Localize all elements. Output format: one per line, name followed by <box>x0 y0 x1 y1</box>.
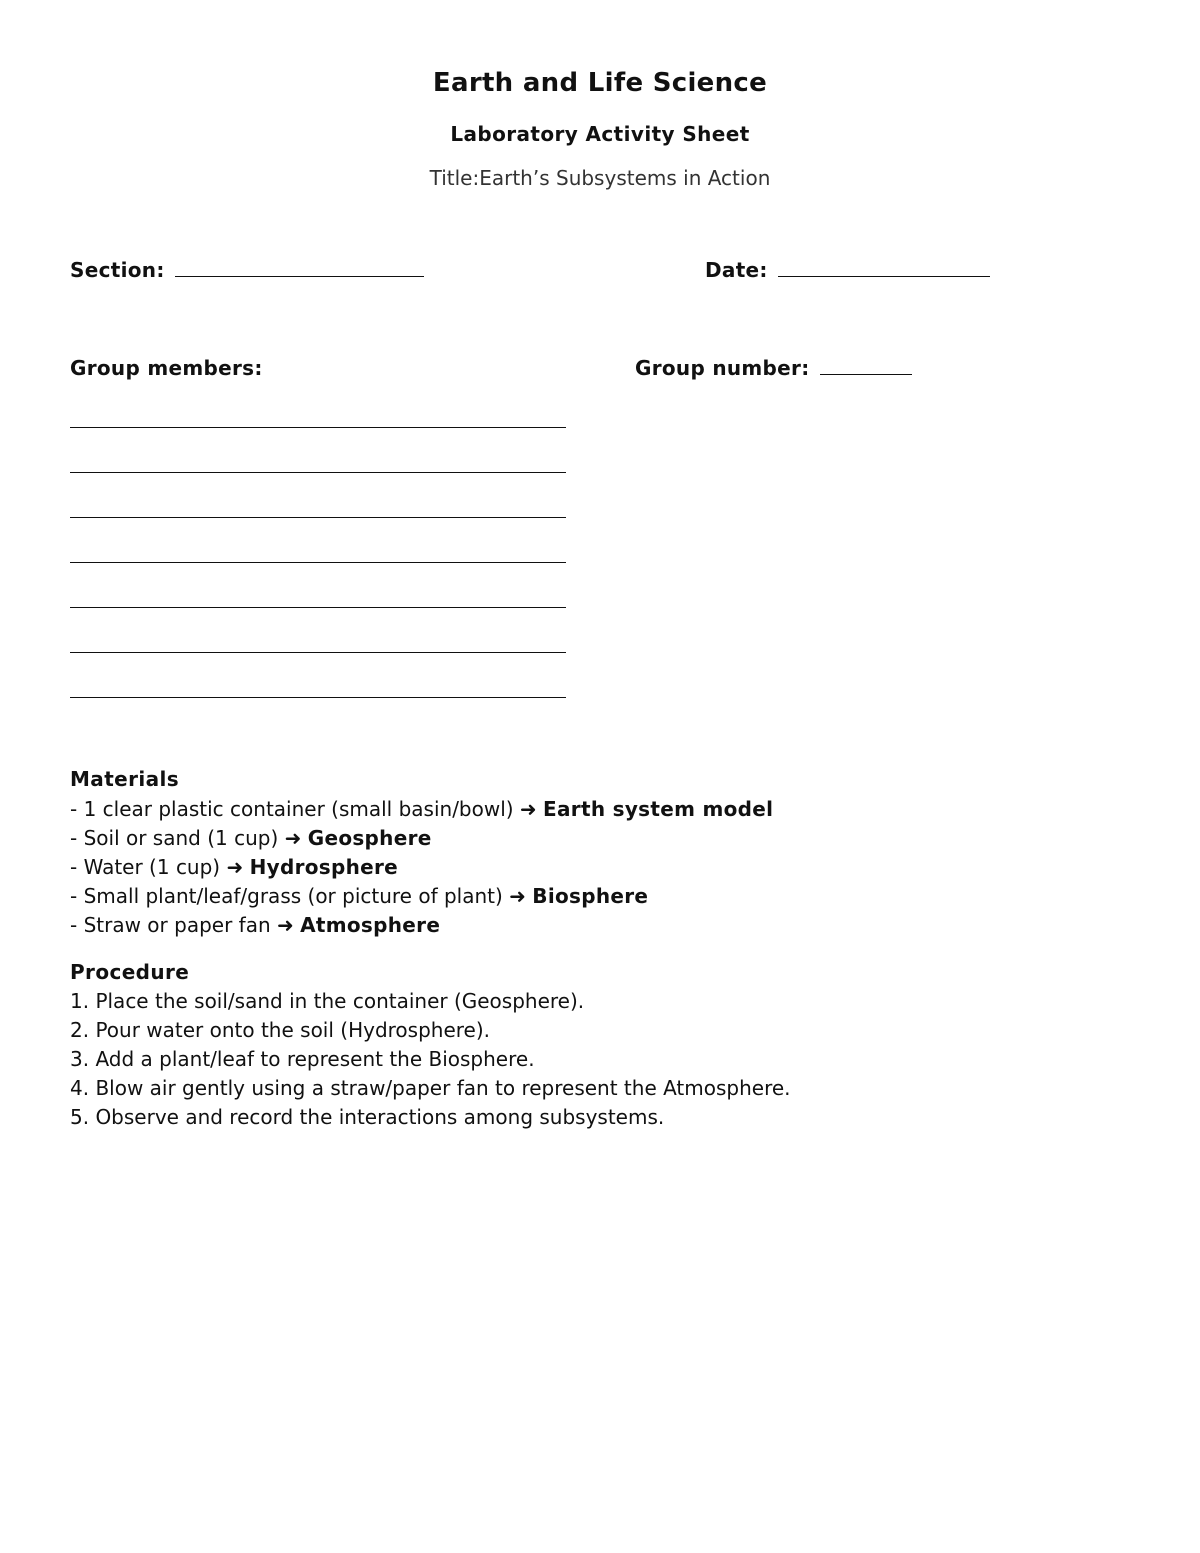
materials-item <box>70 853 773 882</box>
materials-item <box>70 882 773 911</box>
member-line[interactable] <box>70 562 566 563</box>
materials-item <box>70 795 773 824</box>
materials-item-text: - 1 clear plastic container (small basin/bowl) ➜ <box>70 797 544 821</box>
section-blank[interactable] <box>175 258 424 277</box>
procedure-step: 1. Place the soil/sand in the container (Geosphere). <box>70 989 585 1013</box>
procedure-step: 5. Observe and record the interactions among subsystems. <box>70 1105 665 1129</box>
sheet-subtitle: Laboratory Activity Sheet <box>450 122 750 146</box>
materials-item-text: - Soil or sand (1 cup) ➜ <box>70 826 308 850</box>
materials-item-subsystem: Hydrosphere <box>249 855 399 879</box>
date-label: Date: <box>705 258 768 282</box>
section-label: Section: <box>70 258 165 282</box>
page-title: Earth and Life Science <box>432 68 768 98</box>
group-number-field <box>635 356 912 380</box>
member-line[interactable] <box>70 472 566 473</box>
materials-item-subsystem: Atmosphere <box>300 913 441 937</box>
group-members-label: Group members: <box>70 356 263 380</box>
procedure-step: 4. Blow air gently using a straw/paper fan to represent the Atmosphere. <box>70 1076 791 1100</box>
materials-item-text: - Small plant/leaf/grass (or picture of plant) ➜ <box>70 884 533 908</box>
procedure-step: 2. Pour water onto the soil (Hydrosphere). <box>70 1018 491 1042</box>
member-line[interactable] <box>70 652 566 653</box>
materials-list <box>70 795 773 940</box>
materials-item-subsystem: Geosphere <box>307 826 432 850</box>
group-number-label: Group number: <box>635 356 810 380</box>
member-line[interactable] <box>70 427 566 428</box>
materials-heading: Materials <box>70 767 180 791</box>
member-line[interactable] <box>70 517 566 518</box>
materials-item-text: - Water (1 cup) ➜ <box>70 855 250 879</box>
group-number-blank[interactable] <box>820 356 912 375</box>
materials-item <box>70 911 773 940</box>
materials-item-text: - Straw or paper fan ➜ <box>70 913 301 937</box>
date-blank[interactable] <box>778 258 990 277</box>
materials-item <box>70 824 773 853</box>
materials-item-subsystem: Biosphere <box>532 884 649 908</box>
procedure-heading: Procedure <box>70 960 190 984</box>
member-line[interactable] <box>70 697 566 698</box>
procedure-step: 3. Add a plant/leaf to represent the Biosphere. <box>70 1047 535 1071</box>
materials-item-subsystem: Earth system model <box>543 797 774 821</box>
date-field <box>705 258 990 282</box>
procedure-list <box>70 987 791 1132</box>
activity-title: Title:Earth’s Subsystems in Action <box>429 166 771 190</box>
member-line[interactable] <box>70 607 566 608</box>
section-field <box>70 258 424 282</box>
group-members-field <box>70 356 263 380</box>
